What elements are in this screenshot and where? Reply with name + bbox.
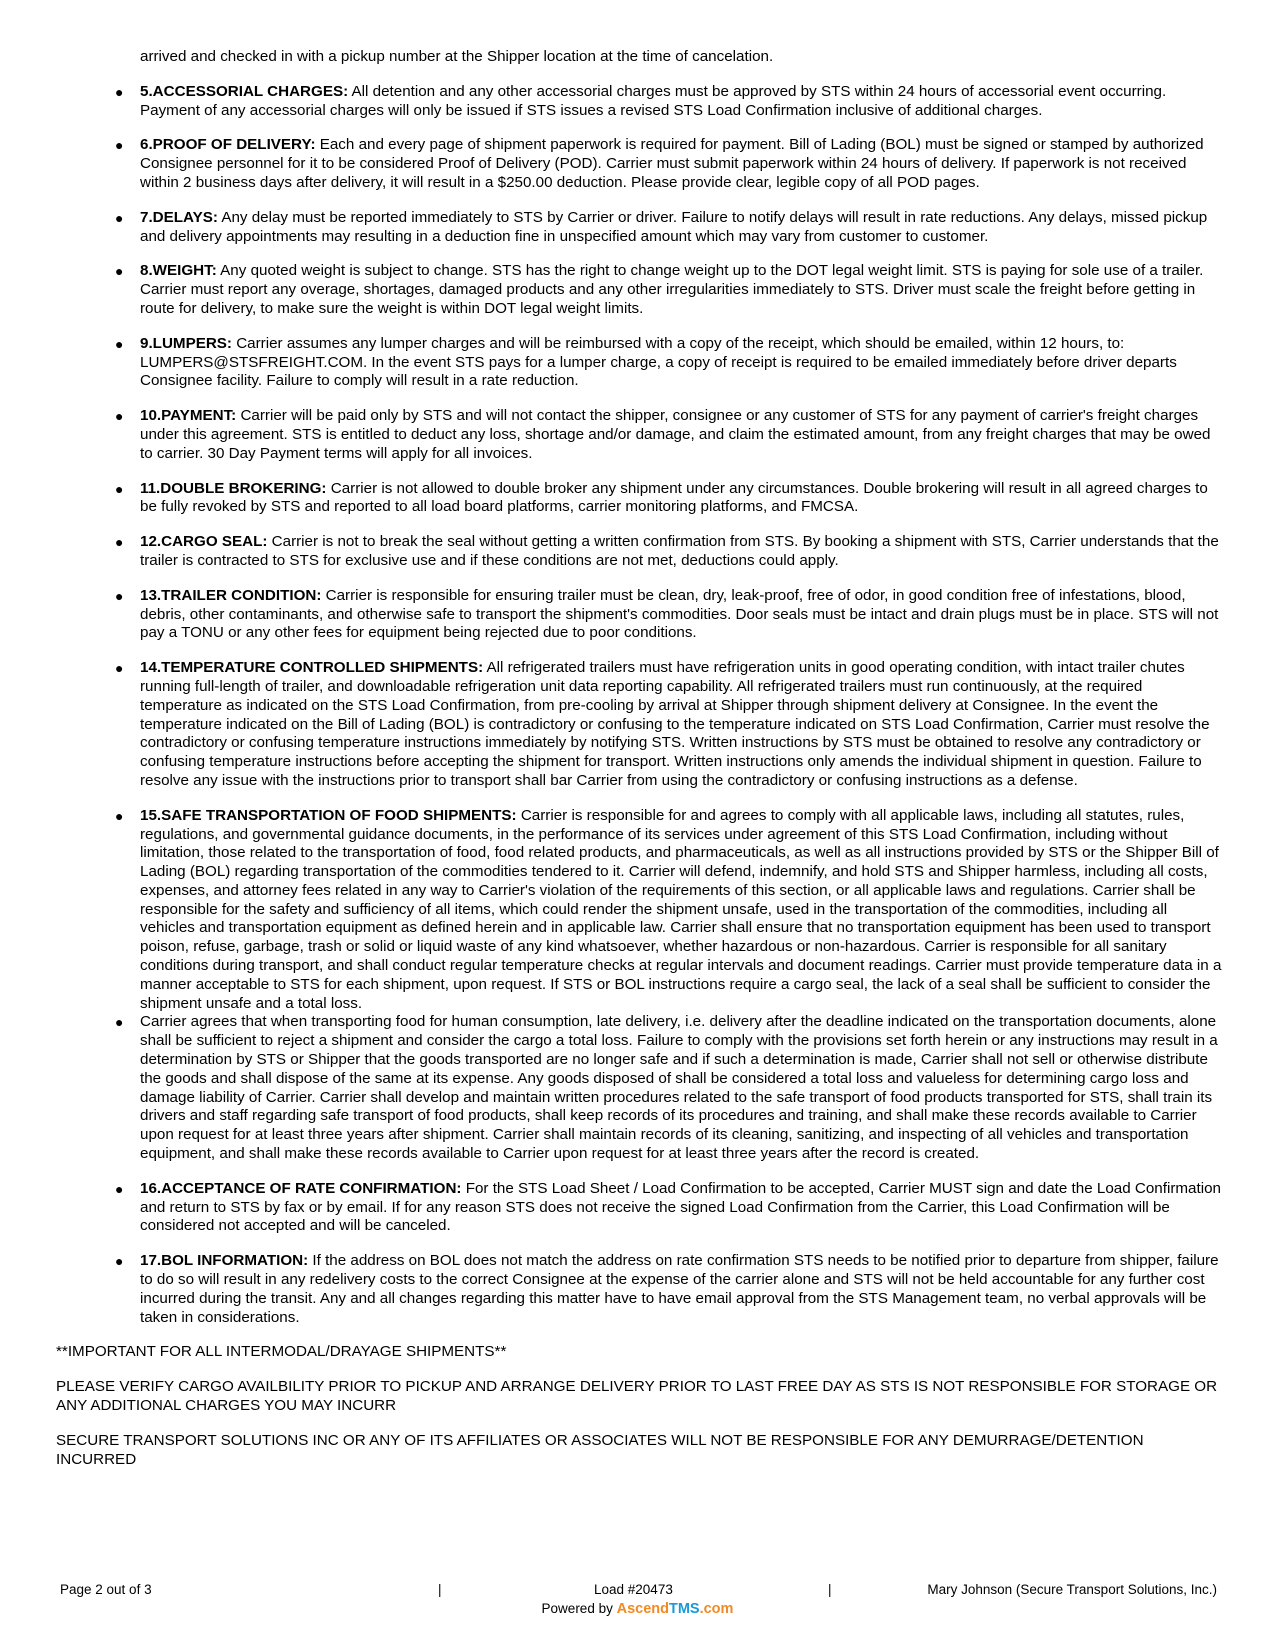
clause-text: Carrier will be paid only by STS and will not contact the shipper, consignee or any customer of STS for any payment of carrier's freight charges under this agreement. STS is entitled to deduct any loss, shortage and/or damage, and claim the estimated amount, from any freight charges that may be owed to carrier. 30 Day Payment terms will apply for all invoices. bbox=[140, 407, 1211, 462]
clause-text: Any delay must be reported immediately to STS by Carrier or driver. Failure to notify delays will result in rate reductions. Any delays, missed pickup and delivery appointments may resulting in a deduction fine in unspecified amount which may vary from customer to customer. bbox=[140, 208, 1208, 245]
bullet-icon: ● bbox=[115, 534, 124, 551]
clause-weight bbox=[115, 262, 1226, 318]
bullet-icon: ● bbox=[115, 660, 124, 677]
clause-text: If the address on BOL does not match the address on rate confirmation STS needs to be notified prior to departure from shipper, failure to do so will result in any redelivery costs to the correct Consignee at the expense of the carrier alone and STS will not be held accountable for any further cost incurred during the transit. Any and all changes regarding this matter have to have email approval from the STS Management team, no verbal approvals will be taken in considerations. bbox=[140, 1252, 1219, 1326]
brand-logo-ascend: Ascend bbox=[616, 1601, 669, 1617]
bullet-icon: ● bbox=[115, 480, 124, 497]
clause-payment bbox=[115, 407, 1226, 463]
clause-heading: 6.PROOF OF DELIVERY: bbox=[140, 136, 316, 154]
clause-heading: 15.SAFE TRANSPORTATION OF FOOD SHIPMENTS: bbox=[140, 806, 517, 824]
bullet-icon: ● bbox=[115, 1014, 124, 1031]
clause-heading: 7.DELAYS: bbox=[140, 208, 218, 226]
clause-food-late-delivery bbox=[115, 1013, 1226, 1163]
footer-separator: | bbox=[438, 1582, 442, 1597]
clause-heading: 9.LUMPERS: bbox=[140, 334, 232, 352]
bullet-icon: ● bbox=[115, 335, 124, 352]
continuation-paragraph: arrived and checked in with a pickup number at the Shipper location at the time of cancelation. bbox=[140, 48, 774, 65]
bullet-icon: ● bbox=[115, 263, 124, 280]
clause-heading: 5.ACCESSORIAL CHARGES: bbox=[140, 82, 349, 100]
powered-by bbox=[0, 1600, 1275, 1618]
clause-delays bbox=[115, 208, 1226, 247]
brand-logo-tms: TMS bbox=[668, 1601, 700, 1617]
powered-by-label: Powered by bbox=[541, 1601, 617, 1616]
bullet-icon: ● bbox=[115, 807, 124, 824]
clause-temperature-controlled bbox=[115, 659, 1226, 791]
bullet-icon: ● bbox=[115, 209, 124, 226]
clause-text: Carrier is not allowed to double broker any shipment under any circumstances. Double brokering will result in all agreed charges to be fully revoked by STS and reported to all load board platforms, carrier monitoring platforms, and FMCSA. bbox=[140, 479, 1208, 516]
clause-text: Carrier is responsible for and agrees to comply with all applicable laws, including all statutes, rules, regulations, and governmental guidance documents, in the performance of its services under agreement of this STS Load Confirmation, including without limitation, those related to the transportation of food, food related products, and pharmaceuticals, as well as all instructions provided by STS or the Shipper Bill of Lading (BOL) regarding transportation of the commodities tendered to it. Carrier will defend, indemnify, and hold STS and Shipper harmless, including all costs, expenses, and attorney fees related in any way to Carrier's violation of the requirements of this section, or all applicable laws and regulations. Carrier shall be responsible for the safety and sufficiency of all items, which could render the shipment unsafe, used in the transportation of the commodities, including all vehicles and transportation equipment as defined herein and in applicable law. Carrier shall ensure that no transportation equipment has been used to transport poison, refuse, garbage, trash or solid or liquid waste of any kind whatsoever, whether hazardous or non-hazardous. Carrier is responsible for all sanitary conditions during transport, and shall conduct regular temperature checks at regular intervals and document readings. Carrier must provide temperature data in a manner acceptable to STS for each shipment, upon request. If STS or BOL instructions require a cargo seal, the lack of a seal shall be sufficient to consider the shipment unsafe and a total loss. bbox=[140, 806, 1222, 1012]
bullet-icon: ● bbox=[115, 83, 124, 100]
clause-acceptance-rate-confirmation bbox=[115, 1179, 1226, 1236]
notice-demurrage: SECURE TRANSPORT SOLUTIONS INC OR ANY OF ITS AFFILIATES OR ASSOCIATES WILL NOT BE RESPONSIBLE FOR ANY DEMURRAGE/DETENTION INCURRED bbox=[56, 1431, 1144, 1468]
clause-heading: 14.TEMPERATURE CONTROLLED SHIPMENTS: bbox=[140, 659, 484, 677]
footer-separator: | bbox=[828, 1582, 832, 1597]
terms-body bbox=[0, 48, 1275, 1485]
clause-cargo-seal bbox=[115, 533, 1226, 571]
clause-proof-of-delivery bbox=[115, 136, 1226, 192]
clause-text: Carrier is responsible for ensuring trailer must be clean, dry, leak-proof, free of odor, in good condition free of infestations, blood, debris, other contaminants, and otherwise safe to transport the shipment's commodities. Door seals must be intact and drain plugs must be in place. STS will not pay a TONU or any other fees for equipment being rejected due to poor conditions. bbox=[140, 586, 1219, 642]
clause-heading: 16.ACCEPTANCE OF RATE CONFIRMATION: bbox=[140, 1179, 462, 1197]
clause-double-brokering bbox=[115, 479, 1226, 518]
notice-intermodal-heading: **IMPORTANT FOR ALL INTERMODAL/DRAYAGE SHIPMENTS** bbox=[56, 1343, 507, 1361]
bullet-icon: ● bbox=[115, 1253, 124, 1270]
bullet-icon: ● bbox=[115, 587, 124, 604]
clause-text: All detention and any other accessorial charges must be approved by STS within 24 hours of accessorial event occurring. Payment of any accessorial charges will only be issued if STS issues a revised STS Load Confirmation inclusive of additional charges. bbox=[140, 82, 1167, 119]
clause-heading: 8.WEIGHT: bbox=[140, 262, 217, 280]
load-number: Load #20473 bbox=[594, 1582, 673, 1597]
clause-text: Carrier assumes any lumper charges and will be reimbursed with a copy of the receipt, which should be emailed, within 12 hours, to: LUMPERS@STSFREIGHT.COM. In the event STS pays for a lumper charge, a copy of receipt is required to be emailed immediately before driver departs Consignee facility. Failure to comply will result in a rate reduction. bbox=[140, 334, 1177, 390]
clause-text: Any quoted weight is subject to change. STS has the right to change weight up to the DOT legal weight limit. STS is paying for sole use of a trailer. Carrier must report any overage, shortages, damaged products and any other irregularities immediately to STS. Driver must scale the freight before getting in route for delivery, to make sure the weight is within DOT legal weight limits. bbox=[140, 262, 1204, 317]
clause-text: Carrier agrees that when transporting food for human consumption, late delivery, i.e. delivery after the deadline indicated on the transportation documents, alone shall be sufficient to reject a shipment and consider the cargo a total loss. Failure to comply with the provisions set forth herein or any instructions may result in a determination by STS or Shipper that the goods transported are no longer safe and if such a determination is made, Carrier shall not sell or otherwise distribute the goods and shall dispose of the same at its expense. Any goods disposed of shall be considered a total loss and valueless for determining cargo loss and damage liability of Carrier. Carrier shall develop and maintain written procedures related to the safe transport of food products transported for STS, shall train its drivers and staff regarding safe transport of food products, shall keep records of its procedures and training, and shall make these records available to Carrier upon request for at least three years after shipment. Carrier shall maintain records of its cleaning, sanitizing, and inspecting of all vehicles and transportation equipment, and shall make these records available to Carrier upon request for at least three years after the record is created. bbox=[140, 1013, 1218, 1163]
bullet-icon: ● bbox=[115, 1180, 124, 1197]
clause-text: Carrier is not to break the seal without getting a written confirmation from STS. By booking a shipment with STS, Carrier understands that the trailer is contracted to STS for exclusive use and if these conditions are not met, deductions could apply. bbox=[140, 533, 1219, 569]
bullet-icon: ● bbox=[115, 408, 124, 425]
clause-safe-food-transport bbox=[115, 806, 1226, 1014]
clause-heading: 11.DOUBLE BROKERING: bbox=[140, 479, 327, 497]
clause-text: All refrigerated trailers must have refrigeration units in good operating condition, with intact trailer chutes running full-length of trailer, and downloadable refrigeration unit data reporting capability. All refrigerated trailers must run continuously, at the required temperature as indicated on the STS Load Confirmation, from pre-cooling by arrival at Shipper through shipment delivery at Consignee. In the event the temperature indicated on the Bill of Lading (BOL) is contradictory or confusing to the temperature indicated on STS Load Confirmation, Carrier must resolve the contradictory or confusing temperature instructions immediately by notifying STS. Written instructions by STS must be obtained to resolve any contradictory or confusing temperature instructions before accepting the shipment for transport. Written instructions only amends the individual shipment in question. Failure to resolve any issue with the instructions prior to transport shall bar Carrier from using the contradictory or confusing instructions as a defense. bbox=[140, 659, 1210, 789]
clause-heading: 10.PAYMENT: bbox=[140, 407, 237, 425]
clause-text: For the STS Load Sheet / Load Confirmation to be accepted, Carrier MUST sign and date the Load Confirmation and return to STS by fax or by email. If for any reason STS does not receive the signed Load Confirmation from the Carrier, this Load Confirmation will be considered not accepted and will be canceled. bbox=[140, 1179, 1221, 1235]
clause-lumpers bbox=[115, 334, 1226, 391]
prepared-by: Mary Johnson (Secure Transport Solutions, Inc.) bbox=[927, 1582, 1217, 1597]
brand-logo-com: .com bbox=[699, 1601, 734, 1617]
clause-trailer-condition bbox=[115, 586, 1226, 643]
clause-heading: 12.CARGO SEAL: bbox=[140, 533, 268, 551]
page-number: Page 2 out of 3 bbox=[60, 1582, 152, 1597]
clause-heading: 17.BOL INFORMATION: bbox=[140, 1252, 309, 1270]
clause-heading: 13.TRAILER CONDITION: bbox=[140, 586, 322, 604]
clause-text: Each and every page of shipment paperwork is required for payment. Bill of Lading (BOL) must be signed or stamped by authorized Consignee personnel for it to be considered Proof of Delivery (POD). Carrier must submit paperwork within 24 hours of delivery. If paperwork is not received within 2 business days after delivery, it will result in a $250.00 deduction. Please provide clear, legible copy of all POD pages. bbox=[140, 136, 1204, 191]
notice-cargo-availability: PLEASE VERIFY CARGO AVAILBILITY PRIOR TO PICKUP AND ARRANGE DELIVERY PRIOR TO LAST FREE DAY AS STS IS NOT RESPONSIBLE FOR STORAGE OR ANY ADDITIONAL CHARGES YOU MAY INCURR bbox=[56, 1378, 1218, 1415]
clause-bol-information bbox=[115, 1252, 1226, 1327]
bullet-icon: ● bbox=[115, 137, 124, 154]
clause-accessorial-charges bbox=[115, 82, 1226, 121]
